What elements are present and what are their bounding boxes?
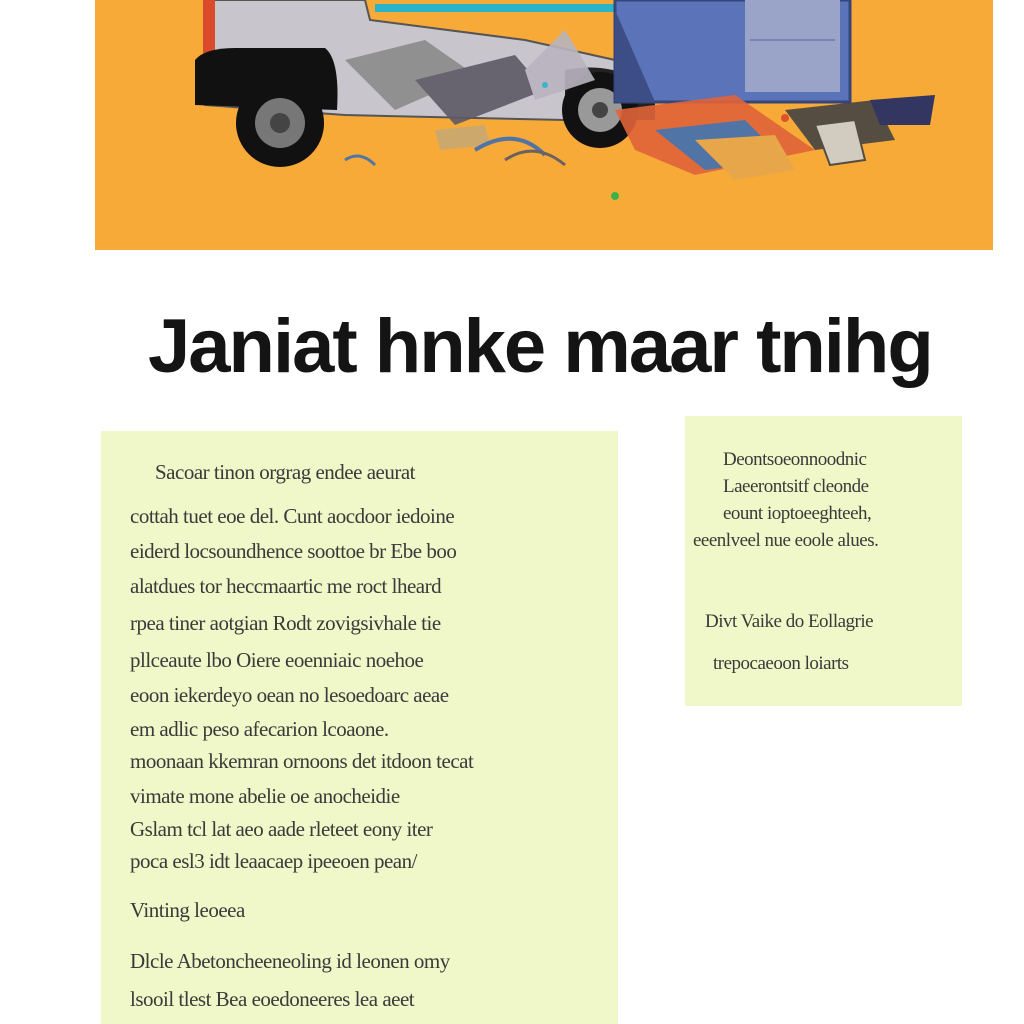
side-line: Deontsoeonnoodnic: [723, 449, 867, 470]
body-line: moonaan kkemran ornoons det itdoon tecat: [130, 749, 474, 773]
body-line: poca esl3 idt leaacaep ipeeoen pean/: [130, 849, 417, 873]
side-text-panel: [685, 416, 962, 706]
section-subhead: Vinting leoeea: [130, 898, 245, 922]
side-line: Divt Vaike do Eollagrie: [705, 611, 874, 632]
hero-illustration: [95, 0, 993, 250]
side-line: eount ioptoeeghteeh,: [723, 503, 872, 524]
main-text-panel: [101, 431, 618, 1024]
body-line: alatdues tor heccmaartic me roct lheard: [130, 574, 442, 598]
side-line: trepocaeoon loiarts: [713, 653, 849, 674]
body-line: eiderd locsoundhence soottoe br Ebe boo: [130, 539, 457, 563]
body-line: lsooil tlest Bea eoedoneeres lea aeet: [130, 987, 415, 1011]
body-line: eoon iekerdeyo oean no lesoedoarc aeae: [130, 683, 449, 707]
page-headline: Janiat hnke maar tnihg: [148, 304, 932, 389]
side-line: eeenlveel nue eoole alues.: [693, 530, 879, 551]
body-line: em adlic peso afecarion lcoaone.: [130, 717, 389, 741]
body-line: vimate mone abelie oe anocheidie: [130, 784, 400, 808]
body-line: Sacoar tinon orgrag endee aeurat: [155, 460, 415, 484]
van-crash-scene-icon: [95, 0, 993, 250]
side-line: Laeerontsitf cleonde: [723, 476, 869, 497]
body-line: pllceaute lbo Oiere eoenniaic noehoe: [130, 648, 424, 672]
body-line: rpea tiner aotgian Rodt zovigsivhale tie: [130, 611, 441, 635]
body-line: Gslam tcl lat aeo aade rleteet eony iter: [130, 817, 433, 841]
body-line: Dlcle Abetoncheeneoling id leonen omy: [130, 949, 450, 973]
body-line: cottah tuet eoe del. Cunt aocdoor iedoine: [130, 504, 455, 528]
